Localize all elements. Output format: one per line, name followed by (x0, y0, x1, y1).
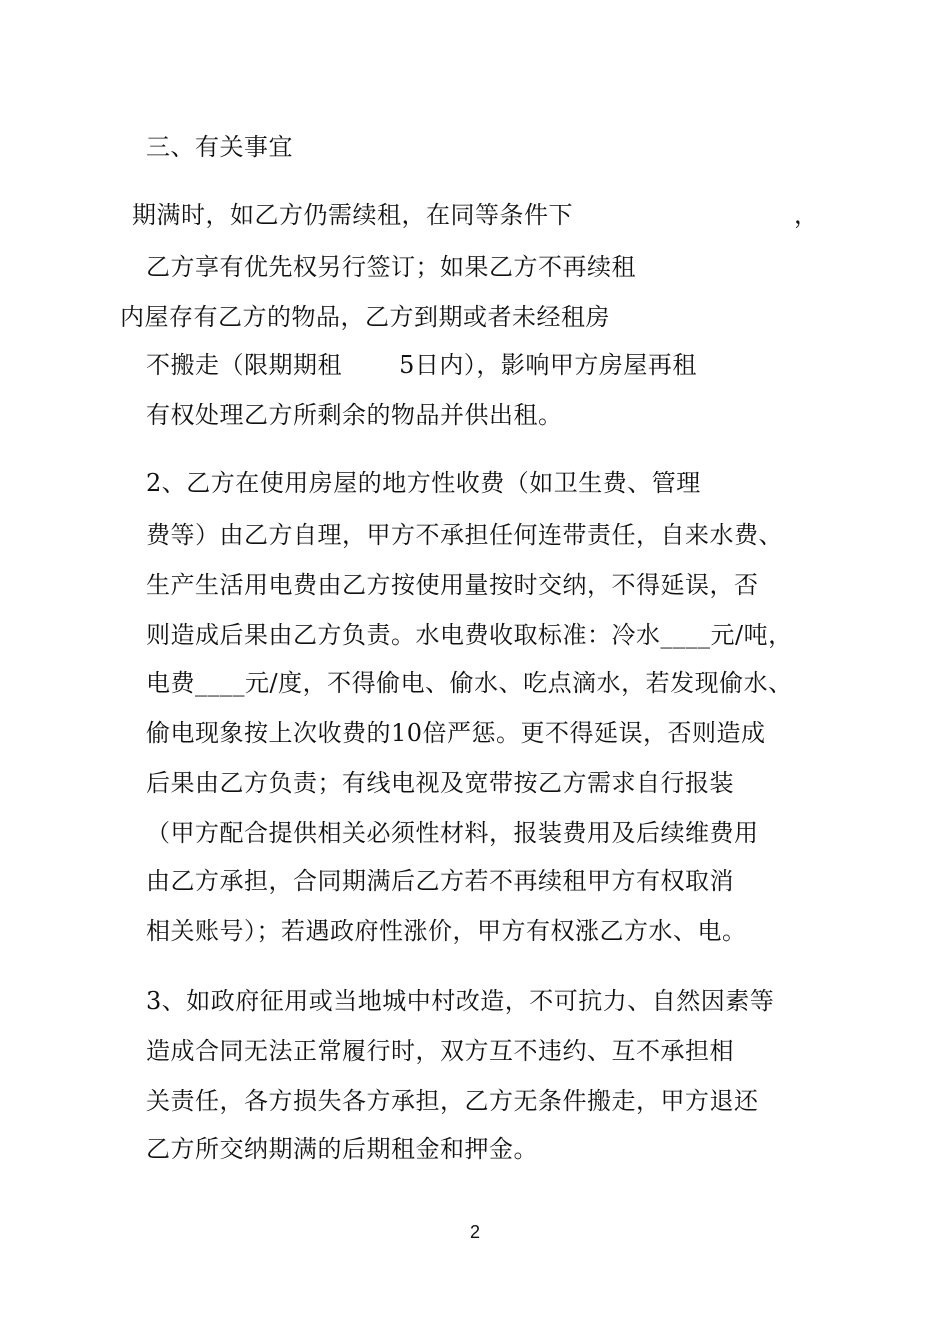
para1-line3: 内屋存有乙方的物品，乙方到期或者未经租房 (120, 303, 610, 331)
para2-line4: 则造成后果由乙方负责。水电费收取标准：冷水____元/吨， (146, 621, 793, 649)
para2-line6: 偷电现象按上次收费的10倍严惩。更不得延误，否则造成 (146, 719, 766, 747)
para1-line2: 乙方享有优先权另行签订；如果乙方不再续租 (146, 253, 636, 281)
para2-line8: （甲方配合提供相关必须性材料，报装费用及后续维费用 (146, 819, 759, 847)
para1-line1-trailing-comma: ， (794, 201, 818, 229)
page-number: 2 (469, 1222, 480, 1242)
para1-line1: 期满时，如乙方仍需续租，在同等条件下 (132, 201, 573, 229)
para2-line7: 后果由乙方负责；有线电视及宽带按乙方需求自行报装 (146, 769, 734, 797)
para2-line10: 相关账号）；若遇政府性涨价，甲方有权涨乙方水、电。 (146, 917, 747, 945)
para3-line2: 造成合同无法正常履行时，双方互不违约、互不承担相 (146, 1037, 734, 1065)
para2-line1: 2、乙方在使用房屋的地方性收费（如卫生费、管理 (146, 469, 701, 497)
para3-line1: 3、如政府征用或当地城中村改造，不可抗力、自然因素等 (146, 987, 775, 1015)
para2-line9: 由乙方承担，合同期满后乙方若不再续租甲方有权取消 (146, 867, 734, 895)
section-heading: 三、有关事宜 (146, 133, 293, 161)
para1-line4: 不搬走（限期期租 5日内），影响甲方房屋再租 (146, 351, 697, 379)
para1-line5: 有权处理乙方所剩余的物品并供出租。 (146, 401, 563, 429)
para2-line2: 费等）由乙方自理，甲方不承担任何连带责任，自来水费、 (146, 521, 783, 549)
para2-line5: 电费____元/度，不得偷电、偷水、吃点滴水，若发现偷水、 (146, 669, 793, 697)
para3-line3: 关责任，各方损失各方承担，乙方无条件搬走，甲方退还 (146, 1087, 759, 1115)
para3-line4: 乙方所交纳期满的后期租金和押金。 (146, 1135, 538, 1163)
para2-line3: 生产生活用电费由乙方按使用量按时交纳，不得延误，否 (146, 571, 759, 599)
